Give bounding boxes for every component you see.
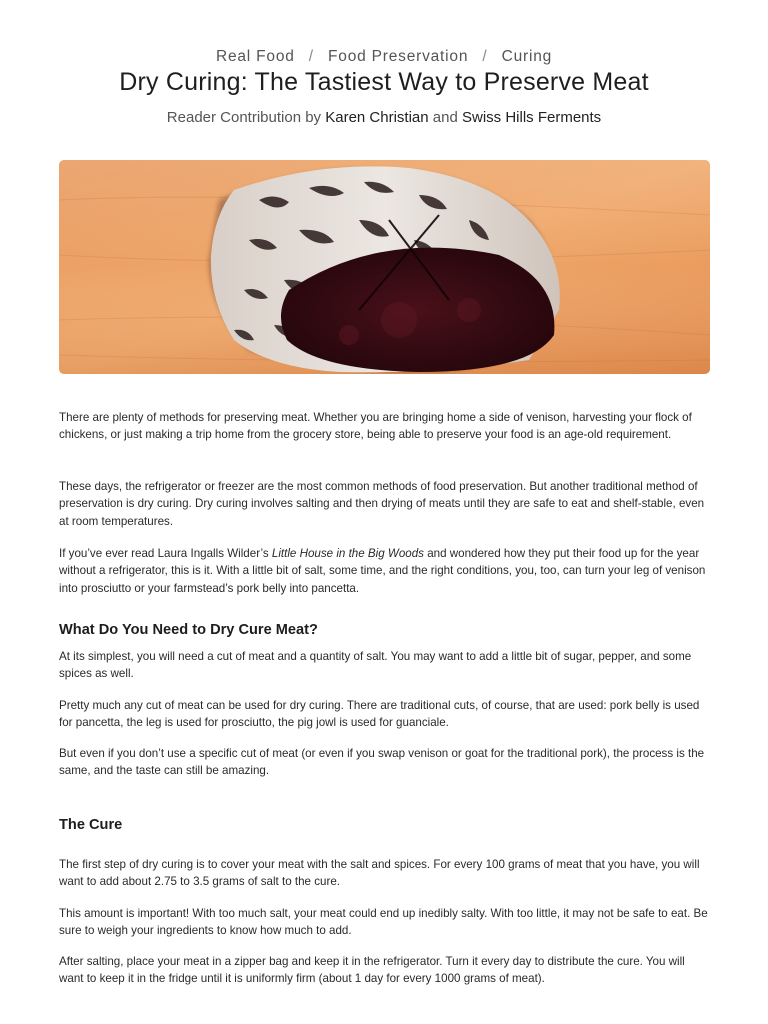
byline-conjunction: and	[432, 109, 458, 126]
byline	[0, 109, 768, 126]
breadcrumb-separator: /	[482, 48, 488, 65]
article-paragraph: Pretty much any cut of meat can be used for dry curing. There are traditional cuts, of course, that are used: pork belly is used for pancetta, the leg is used for prosciutto, the pig jowl is used for guanciale.	[59, 699, 700, 730]
article-paragraph	[59, 545, 711, 597]
article-paragraph: The first step of dry curing is to cover your meat with the salt and spices. For every 100 grams of meat that you have, you will want to add about 2.75 to 3.5 grams of salt to the cure.	[59, 858, 700, 889]
article-paragraph: At its simplest, you will need a cut of meat and a quantity of salt. You may want to add a little bit of sugar, pepper, and some spices as well.	[59, 650, 692, 681]
article-paragraph: After salting, place your meat in a zipper bag and keep it in the refrigerator. Turn it every day to distribute the cure. You will want to keep it in the fridge until it is uniformly firm (about 1 day for every 1000 grams of meat).	[59, 955, 685, 986]
article-paragraph: But even if you don’t use a specific cut of meat (or even if you swap venison or goat for the traditional pork), the process is the same, and the taste can still be amazing.	[59, 747, 705, 778]
section-heading: What Do You Need to Dry Cure Meat?	[59, 622, 318, 638]
paragraph-text: and wondered how they put their food up for the year without a refrigerator, this is it. With a little bit of salt, some time, and the right conditions, you, too, can turn your leg of venison into prosciutto or your farmstead’s pork belly into pancetta.	[59, 547, 706, 595]
section-heading: The Cure	[59, 817, 123, 833]
organization-link[interactable]: Swiss Hills Ferments	[462, 109, 602, 126]
breadcrumb	[0, 48, 768, 66]
book-title: Little House in the Big Woods	[271, 547, 424, 560]
hero-image	[59, 160, 710, 374]
byline-prefix: Reader Contribution by	[166, 109, 322, 126]
article-paragraph: There are plenty of methods for preserving meat. Whether you are bringing home a side of venison, harvesting your flock of chickens, or just making a trip home from the grocery store, being able to preserve your food is an age-old requirement.	[59, 411, 692, 442]
author-link[interactable]: Karen Christian	[325, 109, 429, 126]
article-paragraph: These days, the refrigerator or freezer are the most common methods of food preservation. But another traditional method of preservation is dry curing. Dry curing involves salting and then drying of meats until they are safe to eat and shelf-stable, even at room temperatures.	[59, 480, 705, 528]
breadcrumb-link-food-preservation[interactable]: Food Preservation	[328, 48, 469, 65]
breadcrumb-link-curing[interactable]: Curing	[501, 48, 553, 65]
breadcrumb-separator: /	[308, 48, 314, 65]
page-title: Dry Curing: The Tastiest Way to Preserve Meat	[119, 68, 649, 96]
breadcrumb-link-real-food[interactable]: Real Food	[215, 48, 295, 65]
article-paragraph: This amount is important! With too much salt, your meat could end up inedibly salty. With too little, it may not be safe to eat. Be sure to weigh your ingredients to know how much to add.	[59, 907, 708, 938]
paragraph-text: If you’ve ever read Laura Ingalls Wilder’s	[59, 547, 272, 560]
